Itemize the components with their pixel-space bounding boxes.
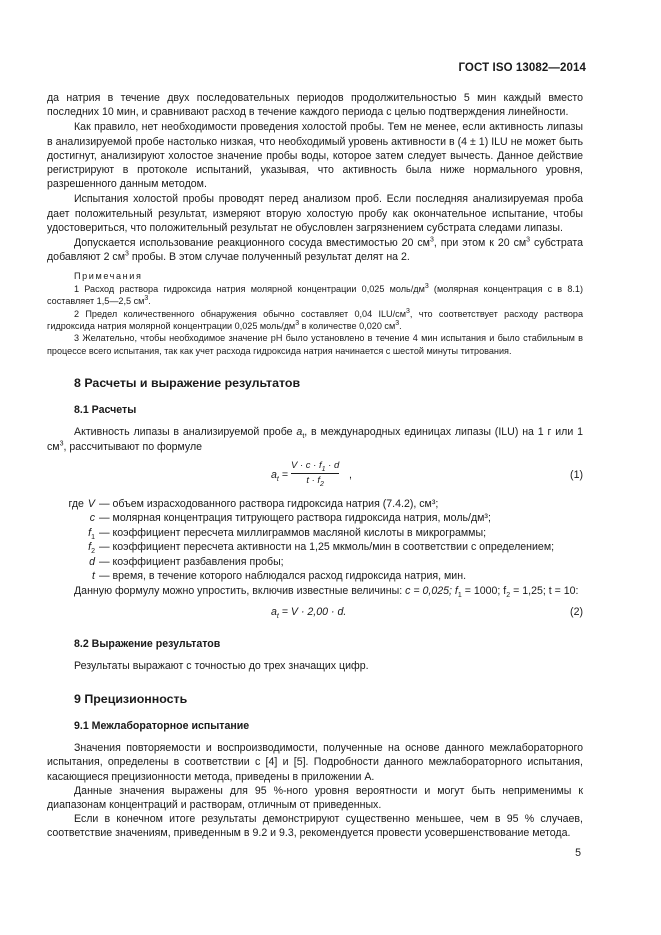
- paragraph: Испытания холостой пробы проводят перед анализом проб. Если последняя анализируемая проба дает положительный результат, измеряют вторую холостую пробу как окончательное испытание, чтобы удостовериться, что положительный результат не обусловлен загрязнением субстрата следами липазы.: [47, 193, 583, 234]
- notes-title: Примечания: [74, 271, 143, 282]
- paragraph: Как правило, нет необходимости проведения холостой пробы. Тем не менее, если активность липазы в анализируемой пробе настолько низкая, что необходимый уровень активности в (4 ± 1) ILU не может быть достигнут, анализируют холостое значение пробы воды, которое затем следует вычесть. Данное действие регистрируют в протоколе испытаний, указывая, что активность была ниже нормального уровня, разрешенного данным методом.: [47, 121, 583, 191]
- section-heading-8: 8 Расчеты и выражение результатов: [74, 376, 301, 391]
- note-item: 3 Желательно, чтобы необходимое значение pH было установлено в течение 4 мин испытания и было стабильным в процессе всего испытания, так как учет расхода гидроксида натрия начинается с шестой минуты титрования.: [47, 333, 583, 356]
- paragraph: Если в конечном итоге результаты демонстрируют существенно меньшее, чем в 95 % случаев, соответствие значениям, приведенным в 9.2 и 9.3, рекомендуется провести усовершенствование метода.: [47, 813, 583, 840]
- definition-symbol: где V: [68, 497, 95, 510]
- page-content: [47, 91, 583, 841]
- definition-text: — коэффициент пересчета миллиграммов масляной кислоты в микрограммы;: [99, 526, 487, 539]
- note-item: 1 Расход раствора гидроксида натрия молярной концентрации 0,025 моль/$дм^3$ (молярная концентрация с в 8.1) составляет 1,5—2,5 $см^3$.: [47, 282, 584, 307]
- paragraph: Данные значения выражены для 95 %-ного уровня вероятности и могут быть неприменимы к диапазонам концентраций и растворам, отличным от приведенных.: [47, 784, 583, 811]
- fraction-numerator: $V \cdot c \cdot f_1 \cdot d$: [291, 459, 340, 473]
- formula-2: [47, 603, 583, 623]
- paragraph: Активность липазы в анализируемой пробе $a_t$, в международных единицах липазы (ILU) на 1 г или 1 $см^3$, рассчитывают по формуле: [47, 426, 584, 453]
- definition-item: [47, 497, 583, 511]
- definition-item: [47, 526, 583, 540]
- paragraph: да натрия в течение двух последовательных периодов продолжительностью 5 мин каждый вместо последних 10 мин, и сравнивают расход в течение каждого периода с целью подтверждения линейности.: [47, 92, 583, 119]
- fraction-bar: [291, 473, 339, 474]
- note-item: 2 Предел количественного обнаружения обычно составляет 0,04 ILU/$см^3$, что соответствует расходу раствора гидроксида натрия молярной концентрации 0,025 моль/$дм^3$ в количестве 0,020 $см^3$.: [47, 307, 584, 332]
- definition-item: [47, 511, 583, 525]
- paragraph: Значения повторяемости и воспроизводимости, полученные на основе данного межлабораторного испытания, определены в соответствии с [4] и [5]. Подробности данного межлабораторного испытания, касающиеся прецизионности метода, приведены в приложении А.: [47, 742, 583, 783]
- notes-block: [47, 270, 583, 357]
- definition-text: — коэффициент пересчета активности на 1,25 мкмоль/мин в соответствии с определением;: [99, 541, 555, 554]
- definition-text: — время, в течение которого наблюдался расход гидроксида натрия, мин.: [99, 569, 467, 582]
- formula-trail: ,: [349, 468, 352, 481]
- subsection-heading-9-1: 9.1 Межлабораторное испытание: [74, 719, 250, 732]
- definition-text: — коэффициент разбавления пробы;: [99, 555, 284, 568]
- paragraph: Допускается использование реакционного сосуда вместимостью 20 $см^3$, при этом к 20 $см^3$ субстрата добавляют 2 $см^3$ пробы. В этом случае полученный результат делят на 2.: [47, 236, 583, 264]
- formula-1: [47, 459, 583, 493]
- definition-symbol: $f_2$: [88, 541, 95, 556]
- formula-number: (1): [570, 468, 583, 481]
- formula-number: (2): [570, 605, 583, 618]
- definition-text: — объем израсходованного раствора гидроксида натрия (7.4.2), см³;: [99, 497, 439, 510]
- paragraph: Результаты выражают с точностью до трех значащих цифр.: [74, 659, 369, 672]
- paragraph: Данную формулу можно упростить, включив известные величины: c = 0,025; $f_1 = 1000$; $f_2 = 1,25$; t = 10:: [74, 585, 579, 600]
- definition-item: [47, 569, 583, 583]
- definition-symbol: $f_1$: [88, 526, 95, 541]
- formula-expression: $a_t = V \cdot 2,00 \cdot d$.: [271, 605, 347, 620]
- fraction-denominator: $t \cdot f_2$: [306, 474, 324, 488]
- formula-lhs: $a_t$ =: [271, 468, 288, 483]
- definition-symbol: d: [89, 555, 95, 568]
- standard-header: ГОСТ ISO 13082—2014: [458, 62, 586, 74]
- definition-symbol: c: [89, 512, 95, 525]
- definition-item: [47, 555, 583, 569]
- subsection-heading-8-1: 8.1 Расчеты: [74, 404, 137, 417]
- definition-text: — молярная концентрация титрующего раствора гидроксида натрия, моль/дм³;: [99, 512, 491, 525]
- formula-fraction: [291, 460, 339, 487]
- definition-symbol: t: [92, 569, 95, 582]
- subsection-heading-8-2: 8.2 Выражение результатов: [74, 637, 221, 650]
- definitions-list: [47, 497, 583, 583]
- section-heading-9: 9 Прецизионность: [74, 691, 188, 706]
- definition-item: [47, 540, 583, 554]
- page-number: 5: [575, 847, 581, 859]
